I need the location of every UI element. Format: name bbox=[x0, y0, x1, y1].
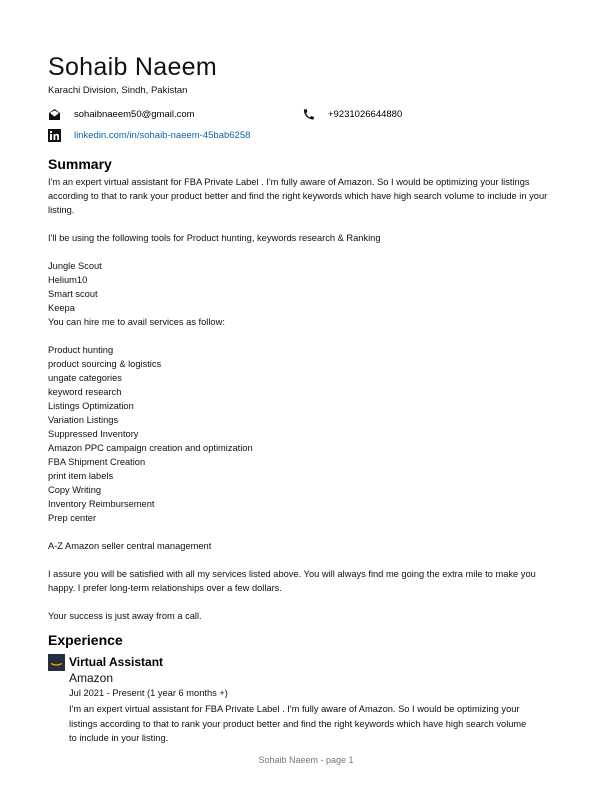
list-item: keyword research bbox=[48, 387, 122, 397]
list-item: Variation Listings bbox=[48, 415, 119, 425]
list-item: Product hunting bbox=[48, 345, 114, 355]
experience-description: I'm an expert virtual assistant for FBA Private Label . I'm fully aware of Amazon. So I would be optimizing your listings according to that to rank your product better and find the right keywords which have high search volume to include in your listing. bbox=[69, 704, 527, 743]
list-item: Inventory Reimbursement bbox=[48, 499, 155, 509]
list-item: Jungle Scout bbox=[48, 261, 102, 271]
phone-icon bbox=[302, 108, 315, 121]
list-item: Suppressed Inventory bbox=[48, 429, 139, 439]
summary-az: A-Z Amazon seller central management bbox=[48, 541, 212, 551]
summary-assurance: I assure you will be satisfied with all my services listed above. You will always find me going the extra mile to make you happy. I prefer long-term relationships over a few dollars. bbox=[48, 569, 536, 593]
summary-tools-intro: I'll be using the following tools for Product hunting, keywords research & Ranking bbox=[48, 233, 381, 243]
list-item: Listings Optimization bbox=[48, 401, 134, 411]
list-item: Smart scout bbox=[48, 289, 98, 299]
summary-heading: Summary bbox=[48, 156, 112, 172]
list-item: ungate categories bbox=[48, 373, 122, 383]
phone-contact bbox=[302, 108, 402, 121]
summary-intro: I'm an expert virtual assistant for FBA Private Label . I'm fully aware of Amazon. So I would be optimizing your listings according to that to rank your product better and find the right keywords which have high search volume to include in your listing. bbox=[48, 177, 548, 215]
list-item: You can hire me to avail services as follow: bbox=[48, 317, 225, 327]
envelope-icon bbox=[48, 108, 61, 121]
linkedin-link[interactable]: linkedin.com/in/sohaib-naeem-45bab6258 bbox=[74, 130, 251, 141]
linkedin-icon bbox=[48, 129, 61, 142]
list-item: Copy Writing bbox=[48, 485, 102, 495]
experience-dates: Jul 2021 - Present (1 year 6 months +) bbox=[69, 688, 228, 698]
candidate-name: Sohaib Naeem bbox=[48, 53, 217, 81]
email-contact bbox=[48, 108, 195, 121]
list-item: FBA Shipment Creation bbox=[48, 457, 146, 467]
phone-text[interactable]: +9231026644880 bbox=[328, 109, 403, 120]
experience-company: Amazon bbox=[69, 671, 114, 685]
list-item: Prep center bbox=[48, 513, 97, 523]
amazon-logo-icon bbox=[48, 654, 65, 671]
tools-list bbox=[48, 259, 225, 329]
page-footer: Sohaib Naeem - page 1 bbox=[258, 755, 354, 765]
services-list bbox=[48, 343, 253, 525]
location: Karachi Division, Sindh, Pakistan bbox=[48, 85, 188, 96]
summary-closing: Your success is just away from a call. bbox=[48, 611, 202, 621]
experience-heading: Experience bbox=[48, 632, 123, 648]
list-item: Keepa bbox=[48, 303, 75, 313]
list-item: Helium10 bbox=[48, 275, 88, 285]
list-item: print item labels bbox=[48, 471, 114, 481]
list-item: product sourcing & logistics bbox=[48, 359, 162, 369]
email-text[interactable]: sohaibnaeem50@gmail.com bbox=[74, 109, 195, 120]
linkedin-contact bbox=[48, 129, 250, 142]
list-item: Amazon PPC campaign creation and optimization bbox=[48, 443, 253, 453]
experience-role: Virtual Assistant bbox=[69, 655, 164, 669]
